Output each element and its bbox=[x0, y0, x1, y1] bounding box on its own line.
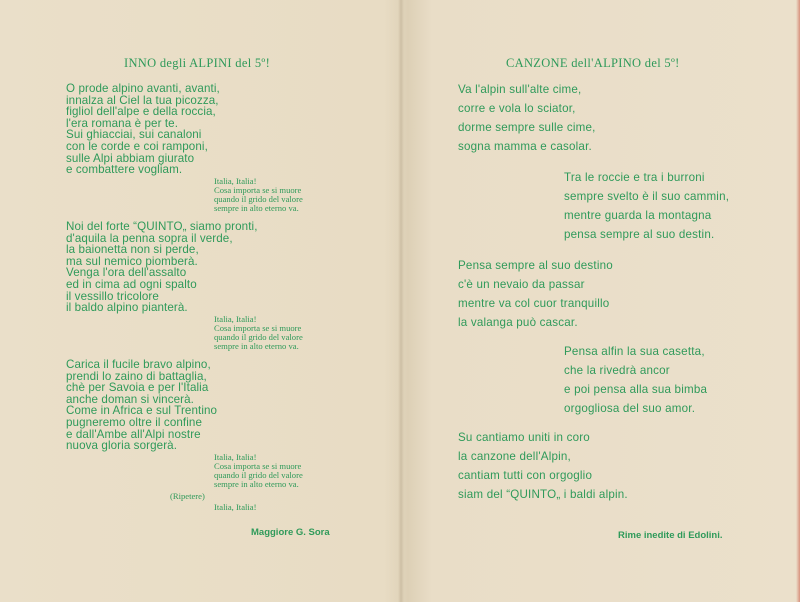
refrain-line: sempre in alto eterno va. bbox=[214, 203, 299, 213]
right-signature: Rime inedite di Edolini. bbox=[618, 530, 723, 541]
right-stanza-1 bbox=[458, 80, 596, 156]
left-signature: Maggiore G. Sora bbox=[251, 527, 330, 538]
left-stanza-2 bbox=[66, 221, 258, 314]
refrain-line: quando il grido del valore bbox=[214, 470, 303, 480]
verse-line: ed in cima ad ogni spalto bbox=[66, 277, 197, 291]
verse-line: figliol dell'alpe e della roccia, bbox=[66, 105, 216, 119]
refrain-line: quando il grido del valore bbox=[214, 194, 303, 204]
right-stanza-3 bbox=[458, 256, 613, 332]
verse-line: Noi del forte “QUINTO„ siamo pronti, bbox=[66, 220, 258, 233]
verse-line: O prode alpino avanti, avanti, bbox=[66, 82, 220, 95]
verse-line: orgogliosa del suo amor. bbox=[564, 402, 696, 415]
verse-line: Pensa sempre al suo destino bbox=[458, 259, 613, 272]
verse-line: e combattere vogliam. bbox=[66, 163, 183, 177]
verse-line: Venga l'ora dell'assalto bbox=[66, 266, 187, 280]
verse-line: pensa sempre al suo destin. bbox=[564, 228, 715, 241]
verse-line: Va l'alpin sull'alte cime, bbox=[458, 83, 582, 96]
verse-line: l'era romana è per te. bbox=[66, 116, 179, 130]
verse-line: Pensa alfin la sua casetta, bbox=[564, 345, 705, 358]
verse-line: e poi pensa alla sua bimba bbox=[564, 383, 708, 396]
verse-line: ma sul nemico piomberà. bbox=[66, 254, 198, 268]
right-stanza-5 bbox=[458, 428, 628, 504]
verse-line: prendi lo zaino di battaglia, bbox=[66, 369, 207, 383]
left-stanza-3 bbox=[66, 359, 217, 452]
right-title: CANZONE dell'ALPINO del 5º! bbox=[506, 56, 680, 70]
left-refrain-3 bbox=[214, 453, 303, 489]
verse-line: la valanga può cascar. bbox=[458, 316, 578, 329]
verse-line: e dall'Ambe all'Alpi nostre bbox=[66, 427, 201, 441]
verse-line: innalza al Ciel la tua picozza, bbox=[66, 93, 219, 107]
refrain-line: sempre in alto eterno va. bbox=[214, 479, 299, 489]
refrain-line: sempre in alto eterno va. bbox=[214, 341, 299, 351]
verse-line: il vessillo tricolore bbox=[66, 289, 159, 303]
verse-line: Su cantiamo uniti in coro bbox=[458, 431, 590, 444]
verse-line: cantiam tutti con orgoglio bbox=[458, 469, 593, 482]
verse-line: Tra le roccie e tra i burroni bbox=[564, 171, 705, 184]
refrain-line: Cosa importa se si muore bbox=[214, 323, 302, 333]
refrain-line: Cosa importa se si muore bbox=[214, 185, 302, 195]
page-fold bbox=[398, 0, 404, 602]
verse-line: chè per Savoia e per l'Italia bbox=[66, 381, 209, 395]
right-stanza-4 bbox=[564, 342, 707, 418]
verse-line: il baldo alpino pianterà. bbox=[66, 301, 188, 315]
verse-line: mentre guarda la montagna bbox=[564, 209, 712, 222]
repeat-note: (Ripetere) bbox=[170, 491, 205, 501]
verse-line: sempre svelto è il suo cammin, bbox=[564, 190, 730, 203]
verse-line: che la rivedrà ancor bbox=[564, 364, 670, 377]
verse-line: Sui ghiacciai, sui canaloni bbox=[66, 128, 202, 142]
verse-line: pugneremo oltre il confine bbox=[66, 415, 203, 429]
refrain-line: Cosa importa se si muore bbox=[214, 461, 302, 471]
refrain-line: Italia, Italia! bbox=[214, 314, 257, 324]
verse-line: anche doman si vincerà. bbox=[66, 392, 194, 406]
left-stanza-1 bbox=[66, 83, 220, 176]
left-refrain-2 bbox=[214, 315, 303, 351]
right-stanza-2 bbox=[564, 168, 729, 244]
verse-line: sogna mamma e casolar. bbox=[458, 140, 592, 153]
verse-line: corre e vola lo sciator, bbox=[458, 102, 576, 115]
verse-line: la baionetta non si perde, bbox=[66, 243, 199, 257]
left-refrain-3-last: Italia, Italia! bbox=[214, 502, 257, 512]
refrain-line: quando il grido del valore bbox=[214, 332, 303, 342]
left-refrain-1 bbox=[214, 177, 303, 213]
verse-line: la canzone dell'Alpin, bbox=[458, 450, 571, 463]
refrain-line: Italia, Italia! bbox=[214, 176, 257, 186]
refrain-line: Italia, Italia! bbox=[214, 452, 257, 462]
verse-line: Carica il fucile bravo alpino, bbox=[66, 358, 211, 371]
left-title: INNO degli ALPINI del 5º! bbox=[124, 56, 271, 70]
verse-line: siam del “QUINTO„ i baldi alpin. bbox=[458, 488, 628, 501]
verse-line: dorme sempre sulle cime, bbox=[458, 121, 596, 134]
verse-line: sulle Alpi abbiam giurato bbox=[66, 151, 195, 165]
verse-line: c'è un nevaio da passar bbox=[458, 278, 585, 291]
verse-line: d'aquila la penna sopra il verde, bbox=[66, 231, 233, 245]
verse-line: Come in Africa e sul Trentino bbox=[66, 404, 218, 418]
verse-line: mentre va col cuor tranquillo bbox=[458, 297, 610, 310]
verse-line: nuova gloria sorgerà. bbox=[66, 439, 178, 453]
paper-edge bbox=[796, 0, 800, 602]
verse-line: con le corde e coi ramponi, bbox=[66, 139, 208, 153]
